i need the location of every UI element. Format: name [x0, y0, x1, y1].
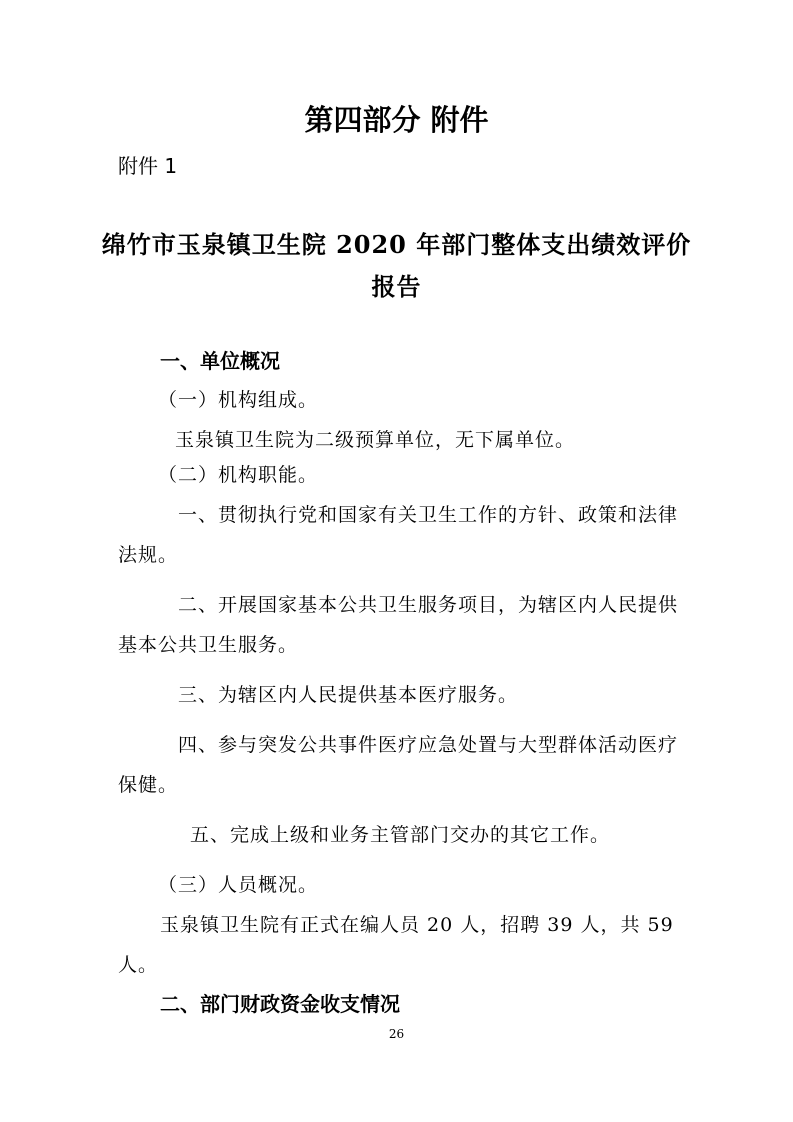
page-number: 26 — [388, 1027, 405, 1041]
duty-3-line-1: 三、为辖区内人民提供基本医疗服务。 — [178, 684, 519, 706]
duty-1-line-1: 一、贯彻执行党和国家有关卫生工作的方针、政策和法律 — [178, 504, 679, 526]
subsection-3-heading: （三）人员概况。 — [158, 874, 319, 896]
duty-5-line-1: 五、完成上级和业务主管部门交办的其它工作。 — [190, 824, 611, 846]
staff-line-2: 人。 — [118, 954, 159, 976]
subsection-1-text: 玉泉镇卫生院为二级预算单位，无下属单位。 — [175, 429, 576, 451]
report-title-line-1: 绵竹市玉泉镇卫生院 2020 年部门整体支出绩效评价 — [101, 230, 692, 259]
attachment-label: 附件 1 — [118, 154, 178, 178]
duty-4-line-1: 四、参与突发公共事件医疗应急处置与大型群体活动医疗 — [178, 734, 679, 756]
subsection-2-heading: （二）机构职能。 — [158, 464, 319, 486]
report-title-line-2: 报告 — [371, 272, 422, 301]
section-2-heading: 二、部门财政资金收支情况 — [160, 992, 400, 1016]
duty-4-line-2: 保健。 — [118, 774, 179, 796]
subsection-1-heading: （一）机构组成。 — [158, 389, 319, 411]
duty-1-line-2: 法规。 — [118, 544, 179, 566]
part-title: 第四部分 附件 — [304, 103, 489, 137]
section-1-heading: 一、单位概况 — [160, 349, 280, 373]
duty-2-line-2: 基本公共卫生服务。 — [118, 634, 299, 656]
duty-2-line-1: 二、开展国家基本公共卫生服务项目，为辖区内人民提供 — [178, 594, 679, 616]
staff-line-1: 玉泉镇卫生院有正式在编人员 20 人，招聘 39 人，共 59 — [160, 914, 674, 936]
